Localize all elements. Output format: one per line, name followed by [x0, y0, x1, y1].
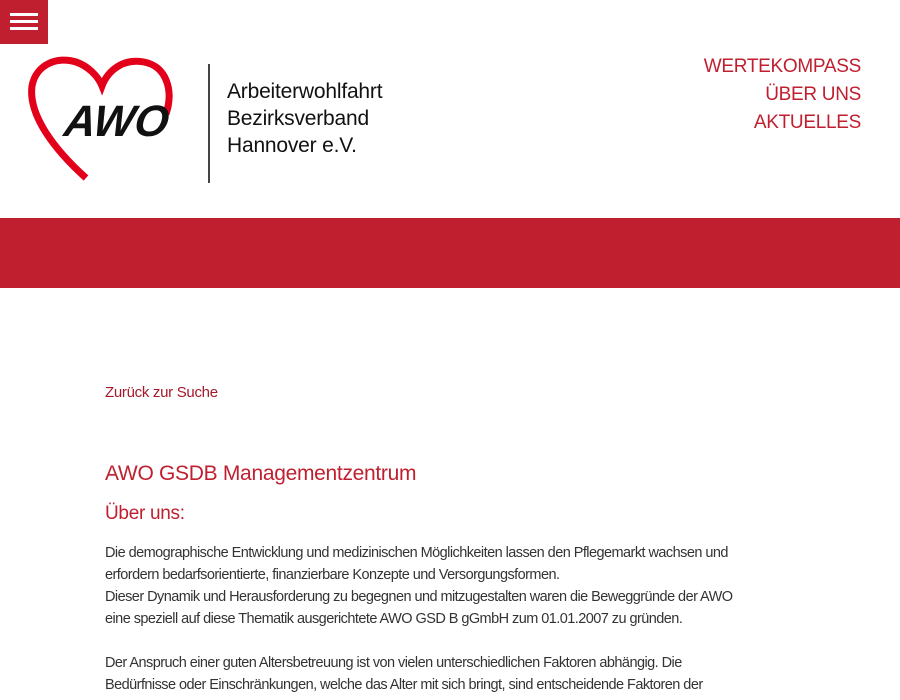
nav-ueber-uns[interactable]: ÜBER UNS	[765, 84, 861, 105]
text-line: Bedürfnisse oder Einschränkungen, welche das Alter mit sich bringt, sind entscheidende Faktoren der	[105, 677, 703, 693]
logo-text	[227, 78, 382, 159]
section-heading: Über uns:	[105, 503, 185, 524]
text-line: Die demographische Entwicklung und medizinischen Möglichkeiten lassen den Pflegemarkt wachsen und	[105, 545, 728, 561]
nav-aktuelles[interactable]: AKTUELLES	[753, 112, 861, 133]
logo-line: Bezirksverband	[227, 107, 369, 130]
svg-text:AWO: AWO	[61, 97, 174, 146]
hamburger-icon-bar	[10, 20, 38, 23]
hero-band	[0, 218, 900, 288]
logo-divider	[208, 64, 210, 183]
hamburger-icon-bar	[10, 27, 38, 30]
text-line: eine speziell auf diese Thematik ausgerichtete AWO GSD B gGmbH zum 01.01.2007 zu gründen.	[105, 611, 683, 627]
page-title: AWO GSDB Managementzentrum	[105, 462, 417, 485]
back-to-search-link[interactable]: Zurück zur Suche	[105, 384, 218, 401]
top-navigation	[704, 53, 861, 137]
text-line: Dieser Dynamik und Herausforderung zu begegnen und mitzugestalten waren die Beweggründe der AWO	[105, 589, 733, 605]
menu-button[interactable]	[0, 0, 48, 44]
text-line: Der Anspruch einer guten Altersbetreuung ist von vielen unterschiedlichen Faktoren abhängig. Die	[105, 655, 682, 671]
paragraph	[105, 542, 733, 630]
hamburger-icon-bar	[10, 13, 38, 16]
logo-line: Arbeiterwohlfahrt	[227, 80, 383, 103]
text-line: erfordern bedarfsorientierte, finanzierbare Konzepte und Versorgungsformen.	[105, 567, 560, 583]
nav-wertekompass[interactable]: WERTEKOMPASS	[703, 56, 861, 77]
logo-line: Hannover e.V.	[227, 134, 357, 157]
paragraph	[105, 652, 703, 696]
